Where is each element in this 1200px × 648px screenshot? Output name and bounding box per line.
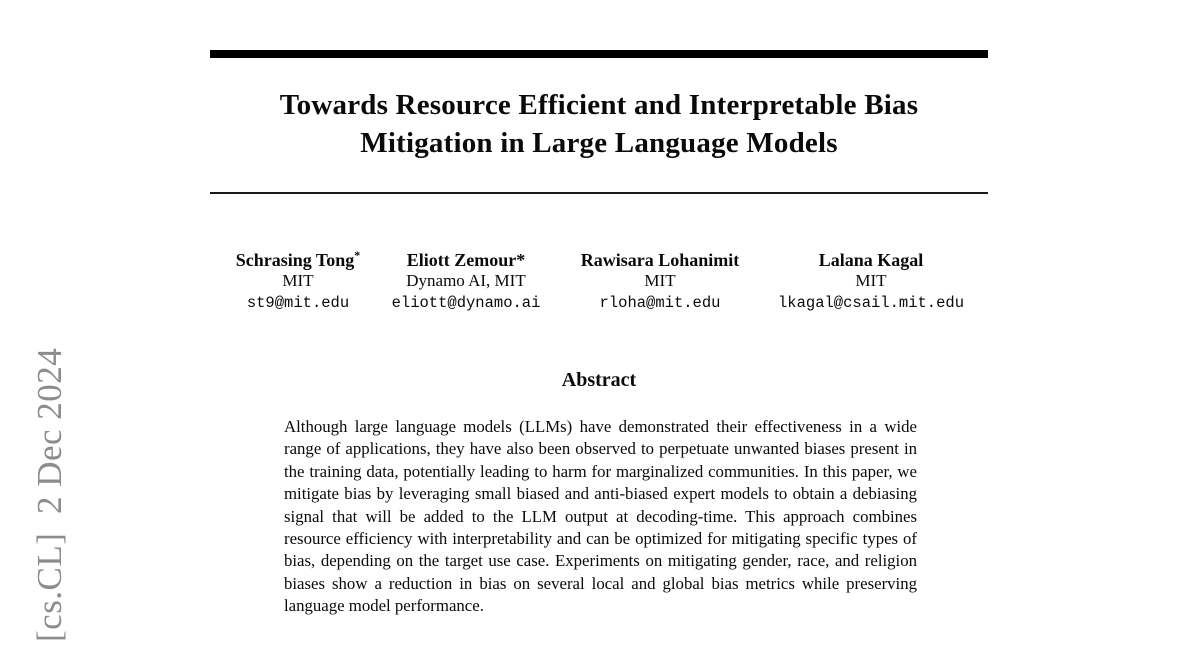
author-column-3: [581, 250, 740, 312]
author-column-1: [236, 250, 361, 312]
author-email: lkagal@csail.mit.edu: [777, 294, 965, 312]
author-affiliation: MIT: [282, 271, 314, 290]
author-name: [581, 250, 740, 270]
author-footnote-marker: *: [516, 250, 526, 270]
author-email: eliott@dynamo.ai: [391, 294, 541, 312]
author-email: rloha@mit.edu: [599, 294, 721, 312]
author-name: [778, 250, 964, 270]
paper-title: [210, 86, 988, 162]
title-separator-rule: [210, 192, 988, 194]
paper-title-line-1: Towards Resource Efficient and Interpretable Bias: [279, 89, 919, 121]
arxiv-sidebar-label: [cs.CL] 2 Dec 2024: [30, 347, 69, 642]
author-name-text: Lalana Kagal: [818, 250, 924, 270]
author-affiliation: MIT: [855, 271, 887, 290]
author-name-text: Rawisara Lohanimit: [580, 250, 740, 270]
paper-title-line-2: Mitigation in Large Language Models: [360, 127, 838, 159]
author-email: st9@mit.edu: [246, 294, 350, 312]
author-column-2: [392, 250, 541, 312]
author-affiliation: Dynamo AI, MIT: [406, 271, 526, 290]
author-column-4: [778, 250, 964, 312]
author-name-text: Eliott Zemour: [406, 250, 517, 270]
author-name: [392, 250, 541, 270]
abstract-heading: Abstract: [561, 369, 637, 391]
author-name-text: Schrasing Tong: [235, 250, 355, 270]
author-footnote-marker: *: [354, 248, 361, 262]
abstract-text: Although large language models (LLMs) have demonstrated their effectiveness in a wide range of applications, they have also been observed to perpetuate unwanted biases present in the training data, potentially leading to harm for marginalized communities. In this paper, we mitigate bias by leveraging small biased and anti-biased expert models to obtain a debiasing signal that will be added to the LLM output at decoding-time. This approach combines resource efficiency with interpretability and can be optimized for mitigating specific types of bias, depending on the target use case. Experiments on mitigating gender, race, and religion biases show a reduction in bias on several local and global bias metrics while preserving language model performance.: [284, 417, 917, 616]
author-name: [236, 250, 361, 270]
author-affiliation: MIT: [644, 271, 676, 290]
top-rule: [210, 50, 988, 58]
